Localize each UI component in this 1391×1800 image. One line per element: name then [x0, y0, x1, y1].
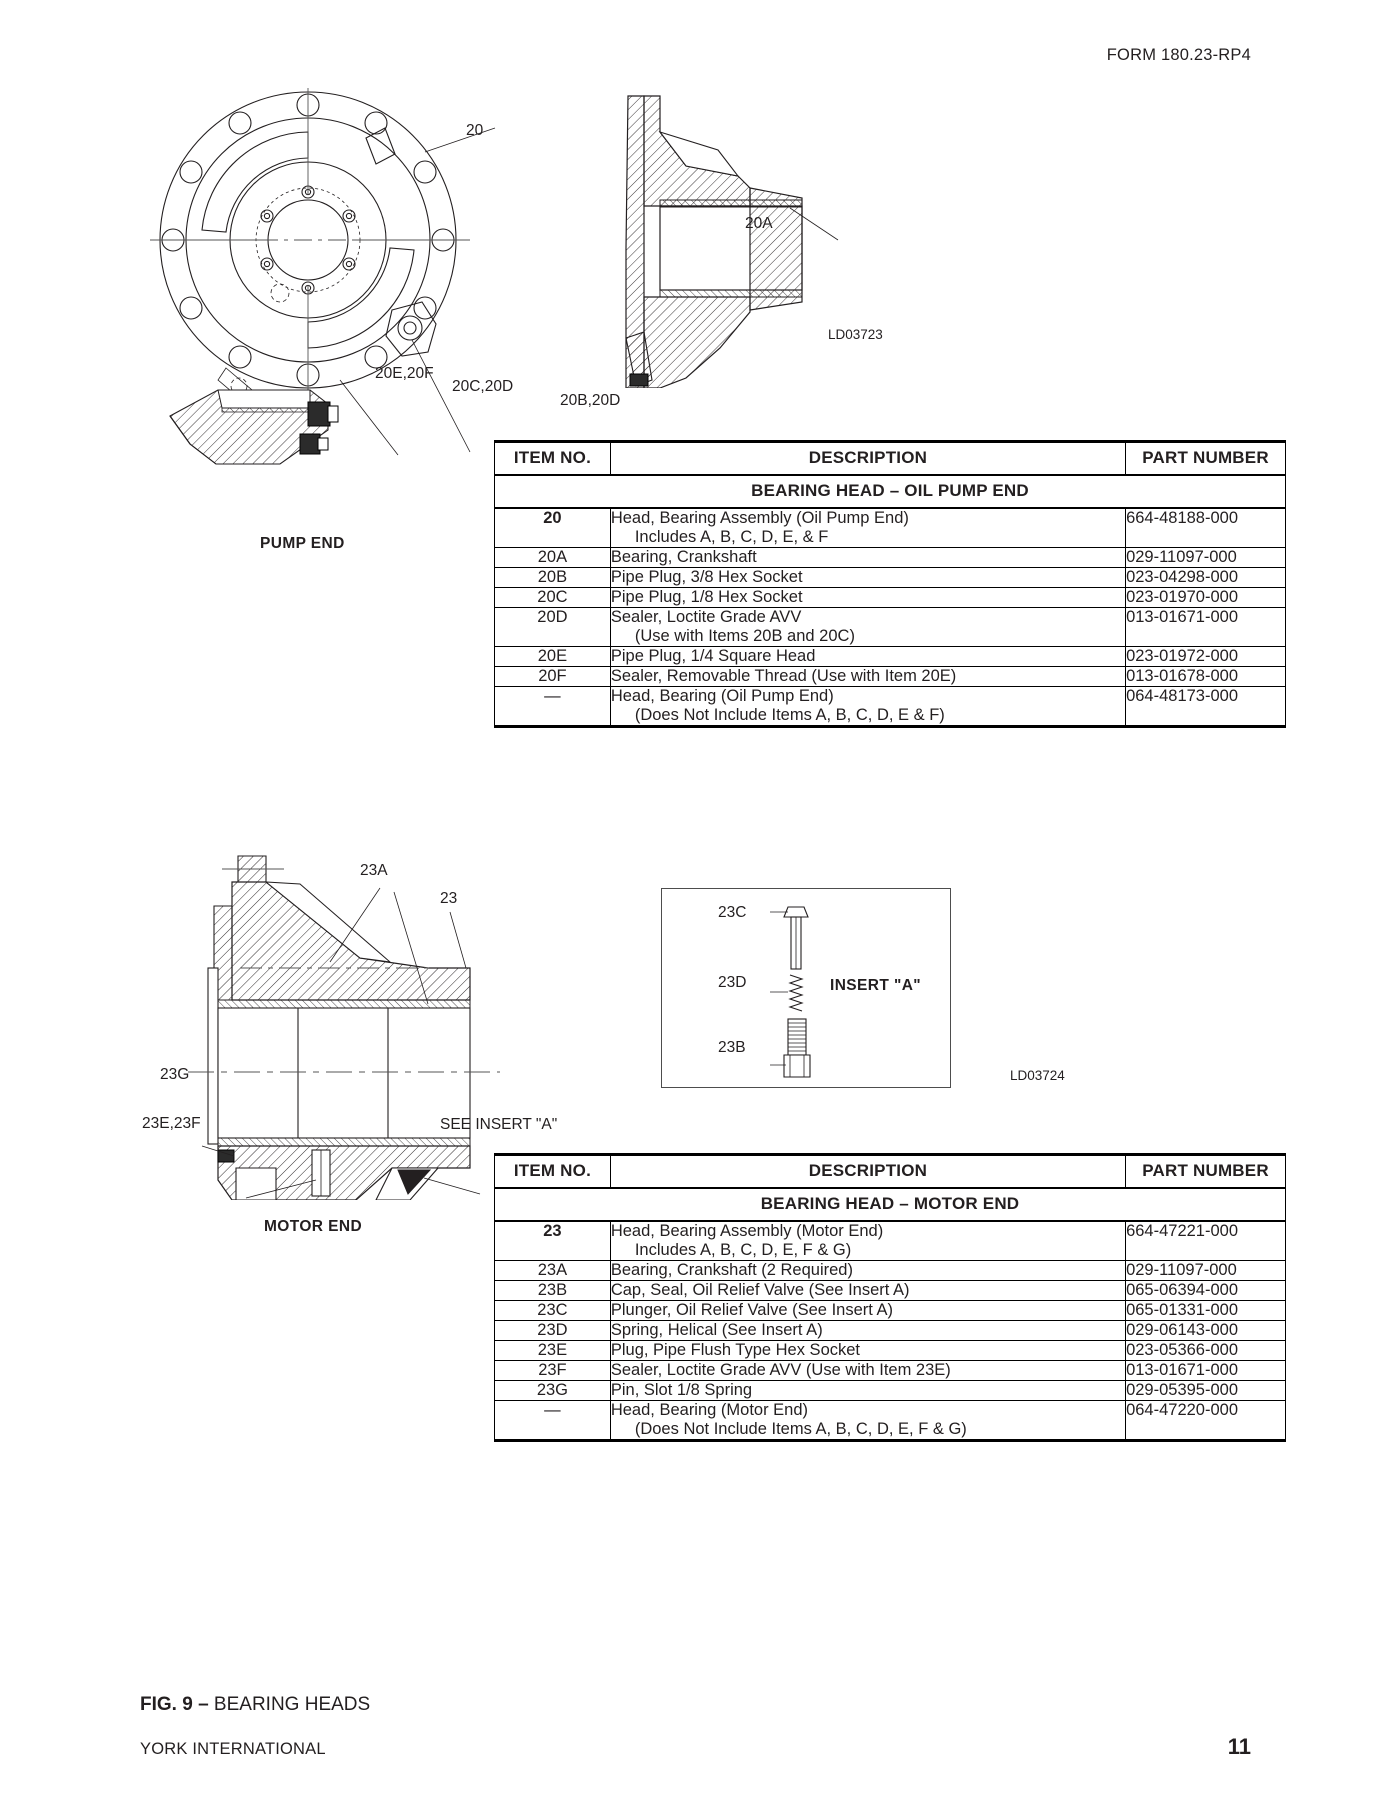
pump-end-section-drawing [600, 88, 900, 388]
desc-main: Sealer, Removable Thread (Use with Item 20E) [610, 667, 957, 685]
cell-description [610, 588, 1125, 608]
desc-main: Head, Bearing (Motor End) [610, 1401, 809, 1419]
cell-description [610, 1401, 1125, 1441]
cell-item-no: 20A [495, 548, 611, 568]
table-section-title-row [495, 475, 1286, 508]
figure-caption-text: BEARING HEADS [213, 1694, 371, 1715]
table-row [495, 608, 1286, 647]
table-row [495, 1221, 1286, 1261]
table-row [495, 1401, 1286, 1441]
column-header-part-number: PART NUMBER [1126, 1155, 1286, 1189]
table-row [495, 647, 1286, 667]
motor-callout-23g: 23G [160, 1066, 190, 1083]
table-row [495, 1341, 1286, 1361]
cell-item-no: — [495, 687, 611, 727]
cell-item-no: 23C [495, 1301, 611, 1321]
motor-end-section-drawing [180, 850, 510, 1200]
cell-description [610, 508, 1125, 548]
table-row [495, 588, 1286, 608]
cell-description [610, 548, 1125, 568]
cell-description [610, 647, 1125, 667]
cell-item-no: 23E [495, 1341, 611, 1361]
column-header-part-number: PART NUMBER [1126, 442, 1286, 476]
table-section-title-row [495, 1188, 1286, 1221]
desc-main: Plunger, Oil Relief Valve (See Insert A) [610, 1301, 894, 1319]
cell-item-no: 20D [495, 608, 611, 647]
cell-item-no: — [495, 1401, 611, 1441]
cell-part-number: 065-01331-000 [1126, 1301, 1286, 1321]
motor-callout-23e-23f: 23E,23F [142, 1115, 201, 1132]
cell-part-number: 023-01972-000 [1126, 647, 1286, 667]
cell-description [610, 1221, 1125, 1261]
section-title: BEARING HEAD – OIL PUMP END [495, 475, 1286, 508]
cell-part-number: 023-01970-000 [1126, 588, 1286, 608]
desc-sub: (Use with Items 20B and 20C) [634, 627, 855, 645]
cell-part-number: 029-05395-000 [1126, 1381, 1286, 1401]
cell-part-number: 064-48173-000 [1126, 687, 1286, 727]
cell-part-number: 064-47220-000 [1126, 1401, 1286, 1441]
desc-main: Pipe Plug, 3/8 Hex Socket [610, 568, 803, 586]
motor-callout-23a: 23A [360, 862, 388, 879]
cell-description [610, 1261, 1125, 1281]
table-row [495, 667, 1286, 687]
motor-callout-23: 23 [440, 890, 458, 907]
pump-callout-20a: 20A [745, 215, 773, 232]
desc-main: Spring, Helical (See Insert A) [610, 1321, 823, 1339]
desc-sub: Includes A, B, C, D, E, F & G) [634, 1241, 852, 1259]
cell-item-no: 23 [495, 1221, 611, 1261]
pump-callout-20c-20d: 20C,20D [452, 378, 514, 395]
desc-main: Sealer, Loctite Grade AVV [610, 608, 802, 626]
cell-item-no: 23F [495, 1361, 611, 1381]
desc-main: Pipe Plug, 1/8 Hex Socket [610, 588, 803, 606]
insert-a-title: INSERT "A" [830, 977, 922, 994]
table-row [495, 1361, 1286, 1381]
desc-sub: (Does Not Include Items A, B, C, D, E, F & G) [634, 1420, 967, 1438]
cell-item-no: 20E [495, 647, 611, 667]
cell-part-number: 013-01671-000 [1126, 608, 1286, 647]
column-header-description: DESCRIPTION [610, 1155, 1125, 1189]
column-header-item-no: ITEM NO. [495, 1155, 611, 1189]
table-row [495, 548, 1286, 568]
desc-sub: Includes A, B, C, D, E, & F [634, 528, 829, 546]
cell-description [610, 1301, 1125, 1321]
cell-description [610, 1361, 1125, 1381]
cell-description [610, 667, 1125, 687]
cell-item-no: 20 [495, 508, 611, 548]
cell-description [610, 1321, 1125, 1341]
footer-page-number: 11 [1227, 1734, 1251, 1759]
table-header-row [495, 442, 1286, 476]
table-row [495, 568, 1286, 588]
cell-item-no: 23D [495, 1321, 611, 1341]
footer-company-name: YORK INTERNATIONAL [140, 1740, 326, 1758]
pump-end-plug-detail-drawing [160, 378, 380, 488]
pump-callout-20e-20f: 20E,20F [375, 365, 434, 382]
desc-main: Head, Bearing Assembly (Motor End) [610, 1222, 884, 1240]
cell-description [610, 687, 1125, 727]
cell-part-number: 013-01678-000 [1126, 667, 1286, 687]
insert-callout-23b: 23B [718, 1039, 746, 1056]
table-row [495, 1381, 1286, 1401]
cell-item-no: 20F [495, 667, 611, 687]
pump-callout-20b-20d: 20B,20D [560, 392, 621, 409]
parts-table-motor-end [494, 1153, 1286, 1442]
cell-description [610, 568, 1125, 588]
insert-a-parts-drawing [770, 895, 830, 1080]
cell-item-no: 23B [495, 1281, 611, 1301]
cell-item-no: 23A [495, 1261, 611, 1281]
pump-callout-20: 20 [466, 122, 484, 139]
cell-item-no: 20B [495, 568, 611, 588]
desc-main: Cap, Seal, Oil Relief Valve (See Insert A) [610, 1281, 910, 1299]
table-row [495, 1301, 1286, 1321]
cell-part-number: 664-47221-000 [1126, 1221, 1286, 1261]
cell-item-no: 20C [495, 588, 611, 608]
column-header-item-no: ITEM NO. [495, 442, 611, 476]
cell-part-number: 013-01671-000 [1126, 1361, 1286, 1381]
cell-part-number: 029-06143-000 [1126, 1321, 1286, 1341]
cell-part-number: 664-48188-000 [1126, 508, 1286, 548]
table-header-row [495, 1155, 1286, 1189]
section-title: BEARING HEAD – MOTOR END [495, 1188, 1286, 1221]
cell-description [610, 1341, 1125, 1361]
cell-description [610, 1281, 1125, 1301]
form-number-header: FORM 180.23-RP4 [1106, 46, 1251, 64]
table-row [495, 508, 1286, 548]
desc-main: Pin, Slot 1/8 Spring [610, 1381, 753, 1399]
motor-end-title: MOTOR END [264, 1218, 363, 1235]
insert-callout-23d: 23D [718, 974, 747, 991]
cell-description [610, 1381, 1125, 1401]
desc-main: Bearing, Crankshaft [610, 548, 757, 566]
table-row [495, 687, 1286, 727]
table-row [495, 1261, 1286, 1281]
insert-callout-23c: 23C [718, 904, 747, 921]
column-header-description: DESCRIPTION [610, 442, 1125, 476]
figure-caption-prefix: FIG. 9 – [140, 1694, 214, 1715]
motor-drawing-number: LD03724 [1010, 1068, 1065, 1083]
desc-main: Pipe Plug, 1/4 Square Head [610, 647, 816, 665]
figure-caption [140, 1694, 370, 1716]
cell-part-number: 029-11097-000 [1126, 548, 1286, 568]
desc-main: Sealer, Loctite Grade AVV (Use with Item 23E) [610, 1361, 951, 1379]
cell-description [610, 608, 1125, 647]
see-insert-a-note: SEE INSERT "A" [440, 1116, 558, 1133]
cell-part-number: 023-04298-000 [1126, 568, 1286, 588]
desc-main: Head, Bearing Assembly (Oil Pump End) [610, 509, 909, 527]
parts-table-pump-end [494, 440, 1286, 728]
cell-part-number: 065-06394-000 [1126, 1281, 1286, 1301]
desc-sub: (Does Not Include Items A, B, C, D, E & F) [634, 706, 945, 724]
desc-main: Head, Bearing (Oil Pump End) [610, 687, 834, 705]
pump-end-title: PUMP END [260, 535, 345, 552]
desc-main: Bearing, Crankshaft (2 Required) [610, 1261, 853, 1279]
table-row [495, 1321, 1286, 1341]
table-row [495, 1281, 1286, 1301]
cell-part-number: 023-05366-000 [1126, 1341, 1286, 1361]
pump-drawing-number: LD03723 [828, 327, 883, 342]
cell-item-no: 23G [495, 1381, 611, 1401]
desc-main: Plug, Pipe Flush Type Hex Socket [610, 1341, 861, 1359]
cell-part-number: 029-11097-000 [1126, 1261, 1286, 1281]
